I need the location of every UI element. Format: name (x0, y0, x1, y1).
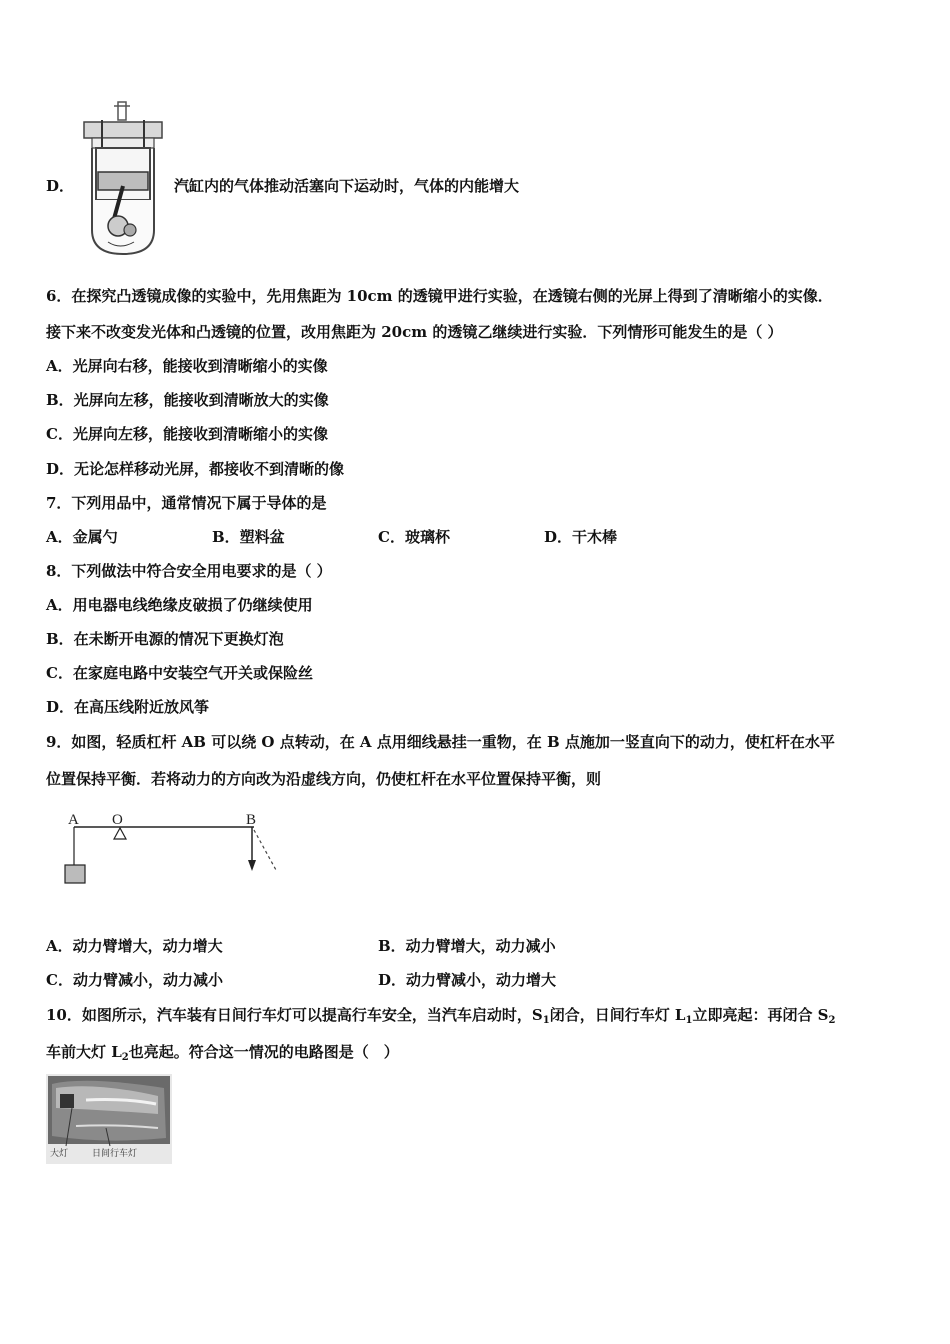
q8-option-d: D．在高压线附近放风筝 (46, 698, 210, 716)
q6-option-d: D．无论怎样移动光屏，都接收不到清晰的像 (46, 460, 345, 478)
lever-figure (60, 808, 290, 890)
q10-l2-part-b: 也亮起。符合这一情况的电路图是（ ） (128, 1043, 399, 1061)
lever-label-o: O (112, 812, 123, 828)
q9-option-b: B．动力臂增大，动力减小 (378, 937, 556, 955)
q7-stem: 7．下列用品中，通常情况下属于导体的是 (46, 494, 327, 512)
q10-stem-line1 (46, 1005, 835, 1031)
q8-stem: 8．下列做法中符合安全用电要求的是（ ） (46, 562, 332, 580)
fulcrum-triangle (114, 828, 126, 839)
q9-option-a: A．动力臂增大，动力增大 (46, 937, 223, 955)
q10-l1-sub3: 2 (828, 1015, 836, 1026)
q7-option-d: D．干木棒 (544, 528, 618, 546)
q10-l1-part-b: 闭合，日间行车灯 L (549, 1006, 686, 1024)
q6-option-b: B．光屏向左移，能接收到清晰放大的实像 (46, 391, 329, 409)
q10-stem-line2 (46, 1042, 399, 1068)
photo-label-headlight: 大灯 (50, 1149, 69, 1159)
engine-cylinder-figure (78, 100, 168, 258)
q9-stem-line1: 9．如图，轻质杠杆 AB 可以绕 O 点转动，在 A 点用细线悬挂一重物，在 B 点施加一竖直向下的动力，使杠杆在水平 (46, 733, 835, 751)
force-arrow-head (248, 860, 256, 871)
hanging-weight (65, 865, 85, 883)
lever-label-a: A (68, 812, 79, 828)
q6-stem-line1: 6．在探究凸透镜成像的实验中，先用焦距为 10cm 的透镜甲进行实验，在透镜右侧的光屏上得到了清晰缩小的实像． (46, 287, 833, 305)
q9-option-c: C．动力臂减小，动力减小 (46, 971, 223, 989)
photo-label-daytime-light: 日间行车灯 (92, 1149, 138, 1159)
q6-option-c: C．光屏向左移，能接收到清晰缩小的实像 (46, 425, 328, 443)
q9-stem-line2: 位置保持平衡．若将动力的方向改为沿虚线方向，仍使杠杆在水平位置保持平衡，则 (46, 770, 602, 788)
q10-l2-part-a: 车前大灯 L (46, 1043, 122, 1061)
q6-option-a: A．光屏向右移，能接收到清晰缩小的实像 (46, 357, 328, 375)
q10-l1-sub1: 1 (542, 1015, 550, 1026)
q9-option-d: D．动力臂减小，动力增大 (378, 971, 557, 989)
q7-option-a: A．金属勺 (46, 528, 118, 546)
lever-label-b: B (246, 812, 257, 828)
q7-option-c: C．玻璃杯 (378, 528, 450, 546)
q6-stem-line2: 接下来不改变发光体和凸透镜的位置，改用焦距为 20cm 的透镜乙继续进行实验．下列情形可能发生的是（ ） (46, 323, 783, 341)
q10-l1-part-a: 10．如图所示，汽车装有日间行车灯可以提高行车安全，当汽车启动时，S (46, 1006, 543, 1024)
q8-option-b: B．在未断开电源的情况下更换灯泡 (46, 630, 284, 648)
q5-option-d-letter: D． (46, 177, 75, 195)
car-headlight-photo (46, 1074, 172, 1164)
q8-option-a: A．用电器电线绝缘皮破损了仍继续使用 (46, 596, 313, 614)
q10-l1-sub2: 1 (685, 1015, 693, 1026)
q7-option-b: B．塑料盆 (212, 528, 285, 546)
q5-option-d-text: 汽缸内的气体推动活塞向下运动时，气体的内能增大 (174, 177, 520, 195)
q10-l1-part-c: 立即亮起：再闭合 S (692, 1006, 829, 1024)
q8-option-c: C．在家庭电路中安装空气开关或保险丝 (46, 664, 313, 682)
dashed-direction (254, 830, 276, 870)
q10-l2-sub: 2 (121, 1052, 129, 1063)
